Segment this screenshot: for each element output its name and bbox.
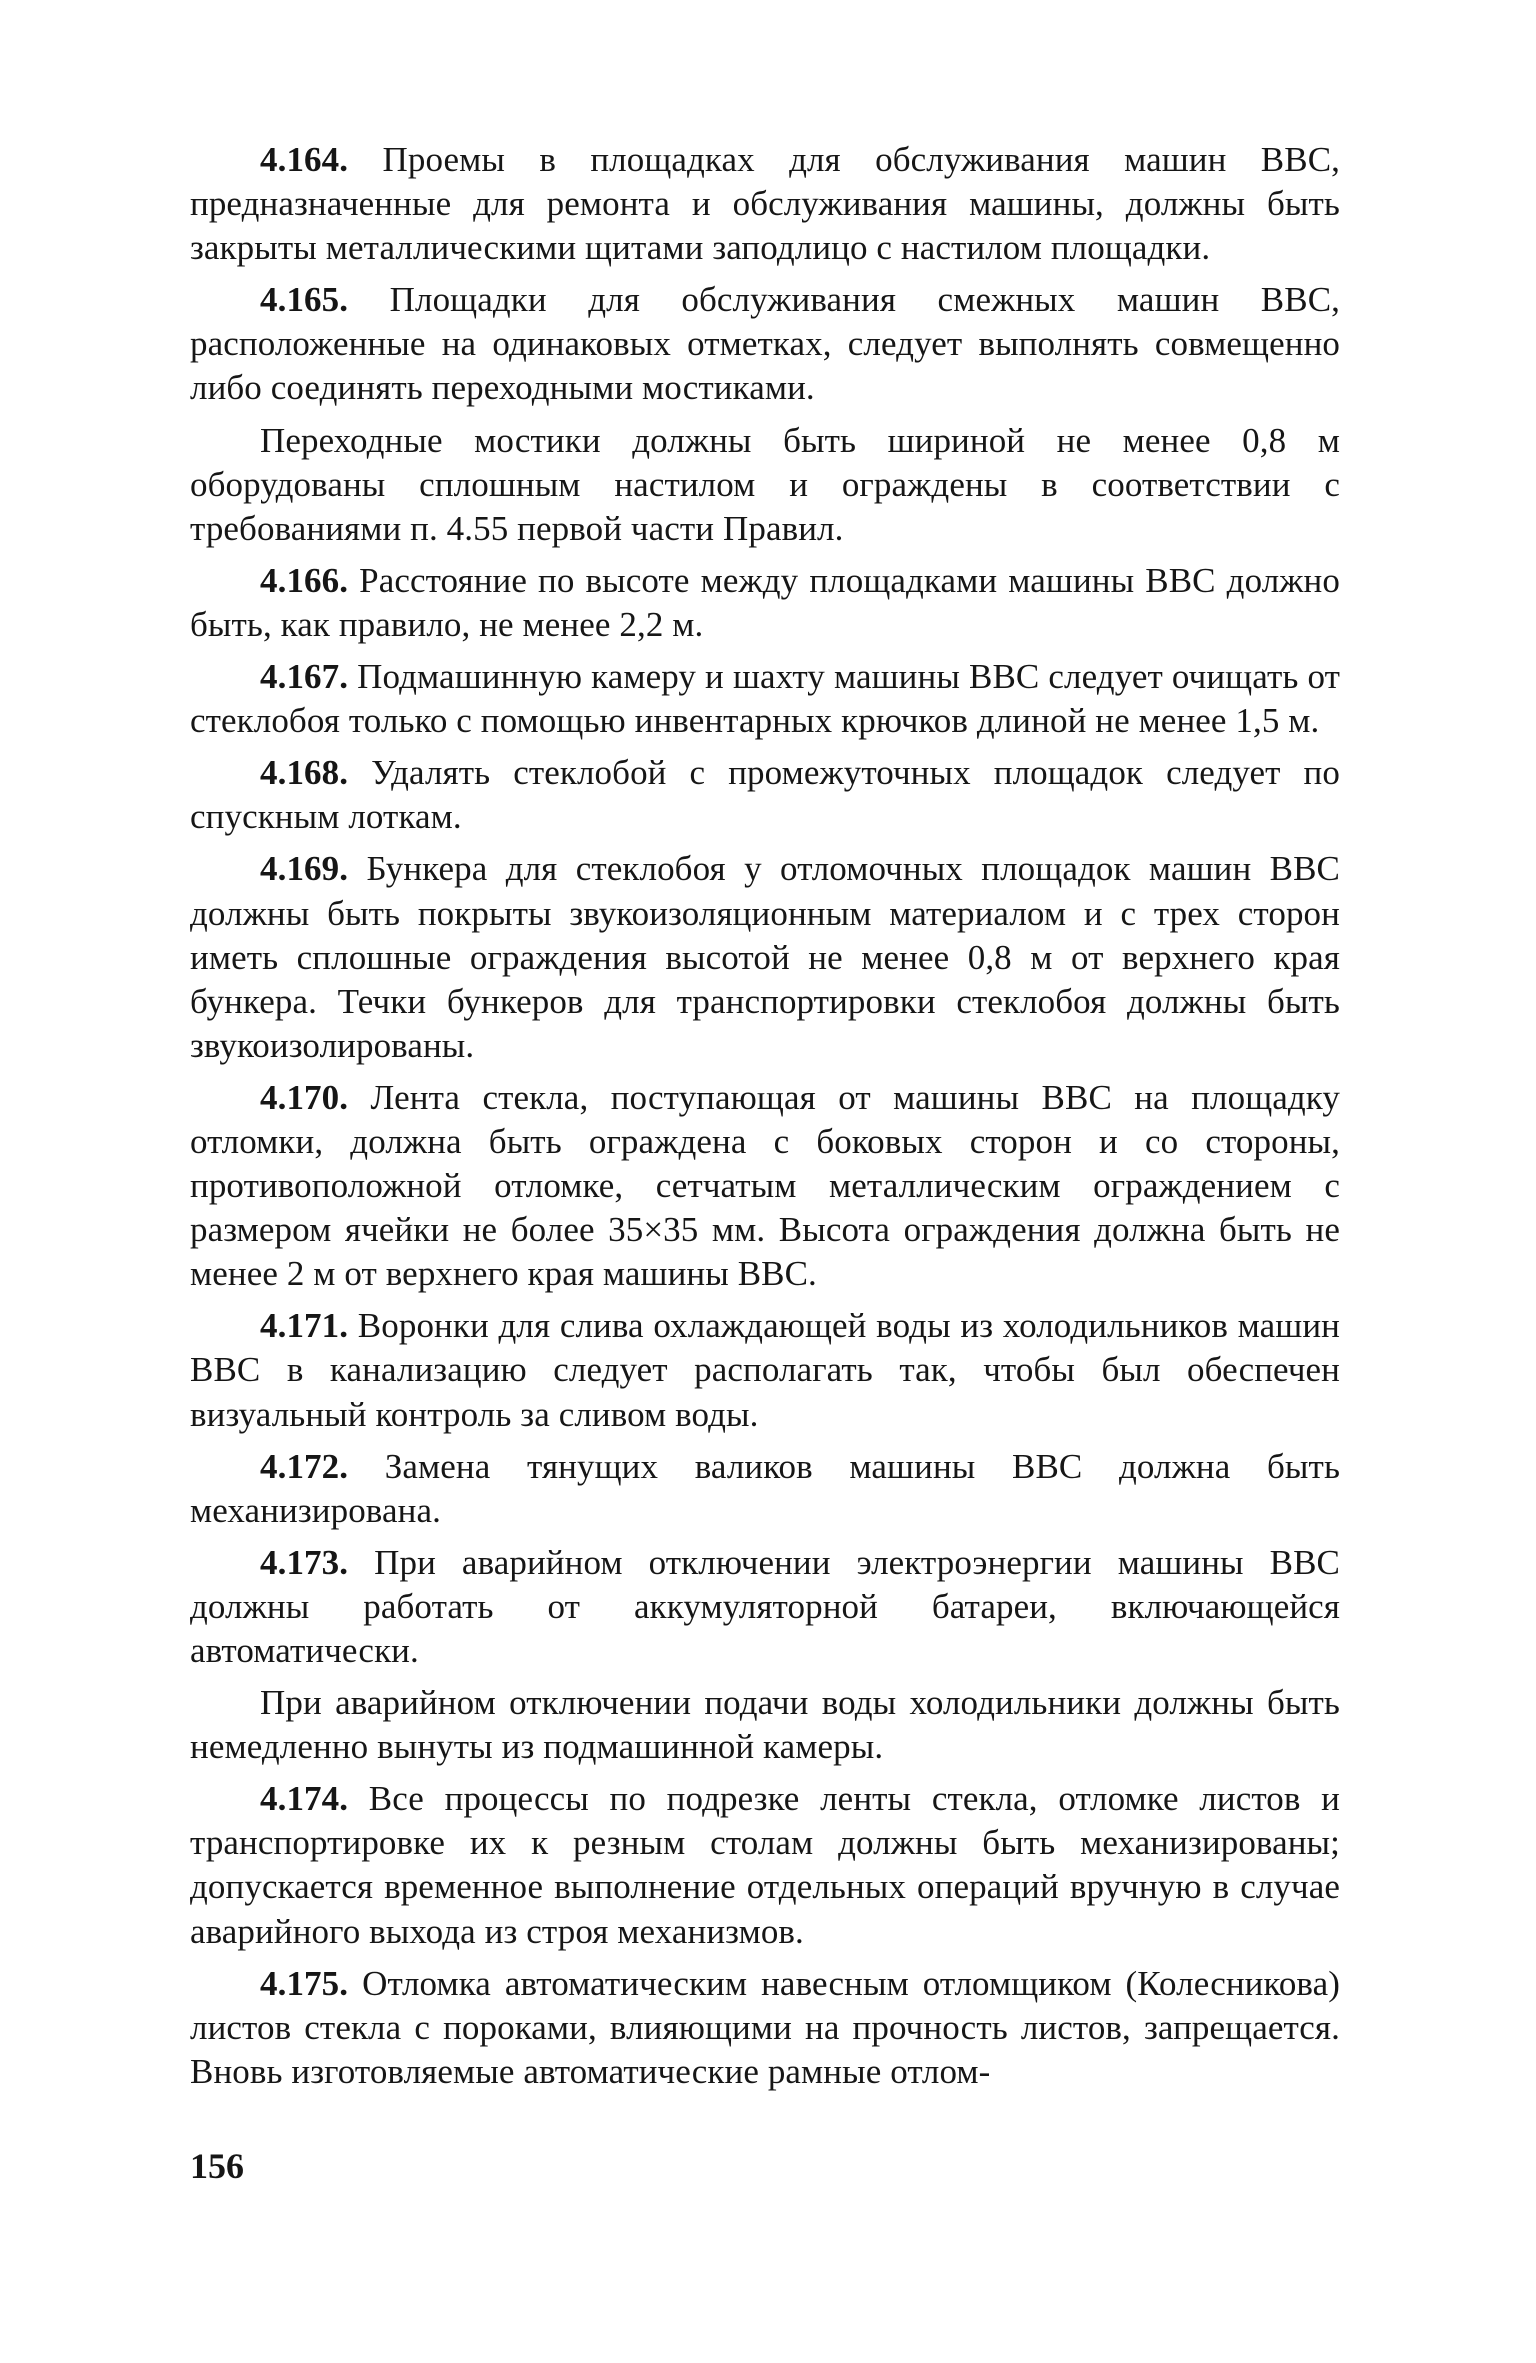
paragraph-text: При аварийном отключении подачи воды холодильники должны быть немедленно вынуты из подмашинной камеры. [190, 1683, 1340, 1767]
clause-number: 4.168. [260, 753, 349, 793]
paragraph-4-172 [190, 1445, 1340, 1533]
paragraph-text: Лента стекла, поступающая от машины ВВС на площадку отломки, должна быть ограждена с боковых сторон и со стороны, противоположной отломке, сетчатым металлическим ограждением с размером ячейки не более 35×35 мм. Высота ограждения должна быть не менее 2 м от верхнего края машины ВВС. [190, 1077, 1340, 1294]
paragraph-4-173-cont [190, 1681, 1340, 1769]
paragraph-text: Переходные мостики должны быть шириной не менее 0,8 м оборудованы сплошным настилом и ограждены в соответствии с требованиями п. 4.55 первой части Правил. [190, 420, 1340, 548]
clause-number: 4.170. [260, 1077, 349, 1117]
paragraph-4-174 [190, 1777, 1340, 1953]
clause-number: 4.173. [260, 1542, 349, 1582]
paragraph-4-166 [190, 559, 1340, 647]
paragraph-text: Все процессы по подрезке ленты стекла, отломке листов и транспортировке их к резным столам должны быть механизированы; допускается временное выполнение отдельных операций вручную в случае аварийного выхода из строя механизмов. [190, 1779, 1340, 1951]
paragraph-text: Удалять стеклобой с промежуточных площадок следует по спускным лоткам. [190, 753, 1340, 837]
paragraph-text: Подмашинную камеру и шахту машины ВВС следует очищать от стеклобоя только с помощью инвентарных крючков длиной не менее 1,5 м. [190, 657, 1340, 741]
paragraph-4-170 [190, 1076, 1340, 1296]
paragraph-4-164 [190, 138, 1340, 270]
document-body [190, 138, 1340, 2102]
clause-number: 4.174. [260, 1779, 349, 1819]
paragraph-text: При аварийном отключении электроэнергии машины ВВС должны работать от аккумуляторной батареи, включающейся автоматически. [190, 1542, 1340, 1670]
clause-number: 4.169. [260, 849, 349, 889]
clause-number: 4.164. [260, 140, 349, 179]
paragraph-text: Замена тянущих валиков машины ВВС должна быть механизирована. [190, 1446, 1340, 1530]
paragraph-text: Отломка автоматическим навесным отломщиком (Колесникова) листов стекла с пороками, влияющими на прочность листов, запрещается. Вновь изготовляемые автоматические рамные отлом- [190, 1963, 1340, 2091]
paragraph-text: Бункера для стеклобоя у отломочных площадок машин ВВС должны быть покрыты звукоизоляционным материалом и с трех сторон иметь сплошные ограждения высотой не менее 0,8 м от верхнего края бункера. Течки бункеров для транспортировки стеклобоя должны быть звукоизолированы. [190, 849, 1340, 1065]
paragraph-4-167 [190, 655, 1340, 743]
paragraph-text: Воронки для слива охлаждающей воды из холодильников машин ВВС в канализацию следует располагать так, чтобы был обеспечен визуальный контроль за сливом воды. [190, 1306, 1340, 1434]
paragraph-4-173 [190, 1541, 1340, 1673]
paragraph-4-169 [190, 847, 1340, 1067]
clause-number: 4.171. [260, 1306, 349, 1346]
paragraph-4-165-cont [190, 419, 1340, 551]
clause-number: 4.166. [260, 560, 349, 600]
paragraph-4-171 [190, 1304, 1340, 1436]
paragraph-4-168 [190, 751, 1340, 839]
page-number: 156 [190, 2146, 244, 2186]
paragraph-4-175 [190, 1962, 1340, 2094]
clause-number: 4.167. [260, 657, 349, 697]
clause-number: 4.175. [260, 1963, 349, 2003]
paragraph-4-165 [190, 278, 1340, 410]
paragraph-text: Расстояние по высоте между площадками машины ВВС должно быть, как правило, не менее 2,2 м. [190, 560, 1340, 644]
clause-number: 4.172. [260, 1446, 349, 1486]
paragraph-text: Проемы в площадках для обслуживания машин ВВС, предназначенные для ремонта и обслуживания машины, должны быть закрыты металлическими щитами заподлицо с настилом площадки. [190, 140, 1340, 268]
clause-number: 4.165. [260, 280, 349, 320]
paragraph-text: Площадки для обслуживания смежных машин ВВС, расположенные на одинаковых отметках, следует выполнять совмещенно либо соединять переходными мостиками. [190, 280, 1340, 408]
